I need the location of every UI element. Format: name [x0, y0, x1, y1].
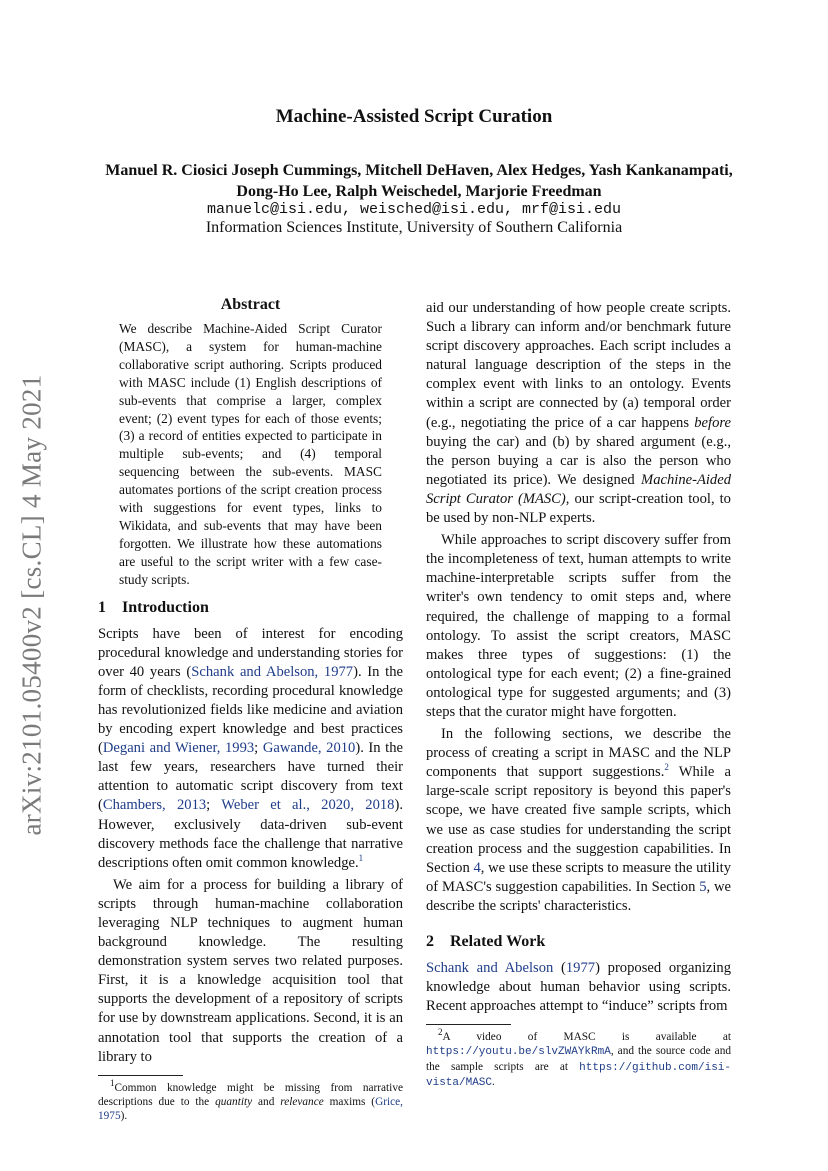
- text-run: , we describe the scripts' characteristics.: [426, 878, 731, 914]
- citation-link[interactable]: Weber et al., 2020, 2018: [221, 797, 395, 814]
- text-run: ). In the form of checklists, recording procedural knowledge has revolutionized fields like medicine and aviation by encoding expert knowledge and best practices (: [98, 663, 403, 757]
- text-run: buying the car) and (b) by shared argument (e.g., the person buying a car is also the person who negotiated its price). We designed: [426, 433, 731, 488]
- footnote-number: 2: [438, 1027, 443, 1038]
- author-affiliation: Information Sciences Institute, University of Southern California: [205, 219, 623, 236]
- footnote-divider: [426, 1024, 511, 1025]
- text-run: Scripts have been of interest for encoding procedural knowledge and understanding stories for over 40 years (: [98, 625, 403, 680]
- emphasis: Machine-Aided Script Curator (MASC): [426, 471, 731, 507]
- related-work-paragraph: Schank and Abelson (1977) proposed organizing knowledge about human behavior using scripts. Recent approaches attempt to “induce” scripts from: [426, 960, 731, 1015]
- right-paragraph-2: While approaches to script discovery suffer from the incompleteness of text, human attempts to write machine-interpretable scripts suffer from the writer's own tendency to omit steps and, where required, the challenge of mapping to a formal ontology. To assist the script creators, MASC makes three types of suggestions: (1) the ontological type for each event; (2) a fine-grained ontological type for suggested arguments; and (3) steps that the curator might have forgotten.: [426, 532, 731, 720]
- authors-line-1: Manuel R. Ciosici Joseph Cummings, Mitchell DeHaven, Alex Hedges, Yash Kankanampati,: [105, 162, 733, 179]
- author-list: [85, 160, 753, 202]
- citation-link[interactable]: Schank and Abelson: [426, 960, 554, 976]
- abstract-heading: Abstract: [220, 296, 281, 313]
- section-number: 2: [426, 933, 434, 950]
- text-run: proposed organizing knowledge about human behavior using scripts. Recent approaches attempt to “induce” scripts from: [426, 960, 731, 1015]
- text-run: ;: [254, 740, 263, 757]
- citation-link[interactable]: Grice, 1975: [98, 1095, 403, 1123]
- section-ref-link[interactable]: 4: [473, 859, 481, 876]
- text-run: , our script-creation tool, to be used by non-NLP experts.: [426, 490, 731, 527]
- right-paragraph-3: [426, 725, 731, 916]
- right-paragraph-1: [426, 299, 731, 528]
- text-run: In the following sections, we describe the process of creating a script in MASC and the NLP components that support suggestions.: [426, 726, 731, 781]
- arxiv-identifier: arXiv:2101.05400v2 [cs.CL] 4 May 2021: [16, 374, 47, 836]
- intro-paragraph-1: [98, 625, 403, 873]
- text-run: ;: [206, 797, 222, 814]
- footnote-1: [98, 1077, 403, 1124]
- text-run: , and the source code and the sample scripts are at: [426, 1045, 731, 1073]
- text-run: ).: [120, 1110, 128, 1123]
- text-run: .: [492, 1075, 495, 1088]
- footnote-marker[interactable]: 1: [358, 852, 364, 863]
- arxiv-side-stamp: [12, 365, 52, 845]
- citation-link[interactable]: Schank and Abelson, 1977: [191, 663, 354, 680]
- footnote-divider: [98, 1075, 183, 1076]
- footnote-2: [426, 1027, 731, 1090]
- emphasis: relevance: [280, 1095, 324, 1108]
- section-title: Related Work: [450, 933, 546, 950]
- citation-link[interactable]: Degani and Wiener, 1993: [102, 740, 255, 757]
- citation-link[interactable]: Chambers, 2013: [102, 797, 207, 814]
- emphasis: quantity: [215, 1095, 253, 1108]
- text-run: maxims (: [323, 1095, 376, 1108]
- text-run: A video of MASC is available at: [442, 1031, 731, 1044]
- footnote-number: 1: [110, 1077, 115, 1088]
- emphasis: before: [694, 414, 731, 431]
- footnote-marker[interactable]: 2: [664, 762, 669, 773]
- source-code-url-link[interactable]: https://github.com/isi-vista/MASC: [426, 1061, 731, 1089]
- right-column: [426, 299, 731, 1090]
- text-run: ). In the last few years, researchers have turned their attention to automatic script discovery from text (: [98, 740, 403, 814]
- section-title: Introduction: [122, 598, 209, 616]
- paper-title: Machine-Assisted Script Curation: [275, 106, 553, 127]
- section-number: 1: [98, 598, 106, 616]
- section-ref-link[interactable]: 5: [699, 878, 707, 895]
- citation-link[interactable]: Gawande, 2010: [262, 740, 356, 757]
- abstract-text: We describe Machine-Aided Script Curator (MASC), a system for human-machine collaborative script authoring. Scripts produced with MASC include (1) English descriptions of sub-events that comprise a larger, complex event; (2) event types for each of those events; (3) a record of entities expected to participate in multiple sub-events; and (4) temporal sequencing between the sub-events. MASC automates portions of the script creation process with suggestions for event types, links to Wikidata, and sub-events that may have been forgotten. We illustrate how these automations are useful to the script writer with a few case-study scripts.: [119, 321, 382, 587]
- text-run: While a large-scale script repository is beyond this paper's scope, we have created five sample scripts, which we use as case studies for understanding the script creation process and the suggestion capabilities. In Section: [426, 764, 731, 876]
- authors-line-2: Dong-Ho Lee, Ralph Weischedel, Marjorie Freedman: [236, 183, 602, 200]
- text-run: aid our understanding of how people create scripts. Such a library can inform and/or benchmark future script discovery approaches. Each script includes a natural language description of the steps in the complex event with links to an ontology. Events within a script are connected by (a) temporal order (e.g., negotiating the price of a car happens: [426, 300, 731, 431]
- section-heading-related-work: [426, 933, 731, 951]
- text-run: and: [252, 1095, 281, 1108]
- section-heading-introduction: [98, 599, 403, 617]
- text-run: , we use these scripts to measure the utility of MASC's suggestion capabilities. In Section: [426, 859, 731, 895]
- citation-year-link[interactable]: 1977: [565, 960, 596, 976]
- video-url-link[interactable]: https://youtu.be/slvZWAYkRmA: [426, 1046, 611, 1059]
- text-run: ). However, exclusively data-driven sub-event discovery methods face the challenge that narrative descriptions often omit common knowledge.: [98, 797, 403, 871]
- author-emails: manuelc@isi.edu, weisched@isi.edu, mrf@isi.edu: [206, 201, 622, 218]
- left-column: [98, 296, 403, 1123]
- intro-paragraph-2: We aim for a process for building a library of scripts through human-machine collaboration leveraging NLP techniques to augment human background knowledge. The resulting demonstration system serves two related purposes. First, it is a knowledge acquisition tool that supports the development of a repository of scripts for use by downstream applications. Second, it is an annotation tool that supports the creation of a library to: [98, 876, 403, 1065]
- text-run: Common knowledge might be missing from narrative descriptions due to the: [98, 1081, 403, 1108]
